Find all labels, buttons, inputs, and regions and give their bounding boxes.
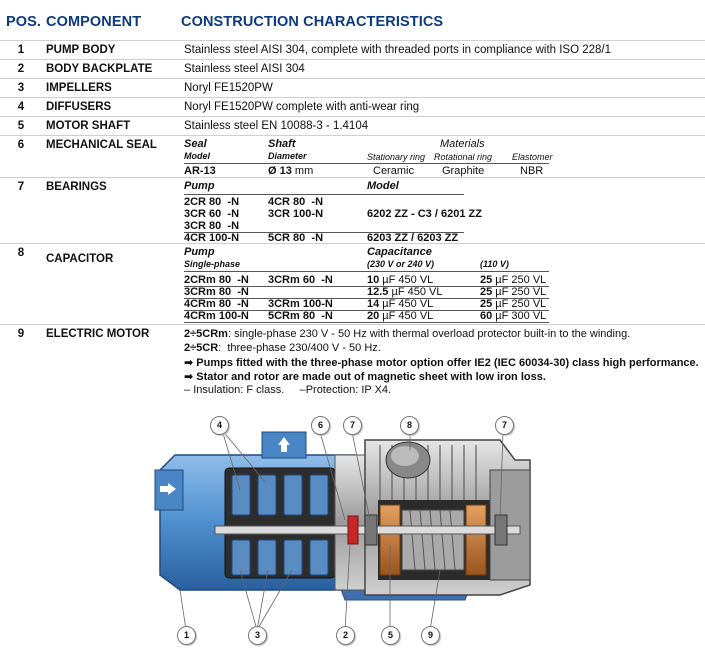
- header-construction: CONSTRUCTION CHARACTERISTICS: [181, 14, 444, 30]
- capacitance-label: Capacitance: [367, 246, 432, 258]
- capacitor-pump: 2CRm 80 -N: [184, 274, 249, 286]
- row-component: ELECTRIC MOTOR: [46, 328, 150, 340]
- row-component: DIFFUSERS: [46, 101, 112, 113]
- bearings-pump-label: Pump: [184, 180, 215, 192]
- bearing-pump: 3CR 80 -N: [184, 220, 240, 232]
- bearing-pump: 3CR 100-N: [268, 208, 324, 220]
- seal-model-label: Model: [184, 151, 210, 161]
- capacitance-230: 12.5 µF 450 VL: [367, 286, 443, 298]
- table-row-capacitor: [0, 243, 705, 325]
- capacitor-pump-label: Pump: [184, 246, 215, 258]
- header-pos: POS.: [6, 14, 42, 30]
- callout-7b: 7: [495, 416, 514, 435]
- row-pos: 7: [17, 181, 25, 193]
- stationary-ring-value: Ceramic: [373, 165, 414, 177]
- rotational-ring-label: Rotational ring: [434, 152, 493, 162]
- callout-1: 1: [177, 626, 196, 645]
- capacitance-230: 10 µF 450 VL: [367, 274, 434, 286]
- row-component: MECHANICAL SEAL: [46, 139, 157, 151]
- shaft-diameter-label: Diameter: [268, 151, 307, 161]
- capacitance-110: 60 µF 300 VL: [480, 310, 547, 322]
- table-row: [0, 40, 705, 60]
- callout-7: 7: [343, 416, 362, 435]
- seal-model-value: AR-13: [184, 165, 216, 177]
- capacitor-pump: 3CRm 100-N: [268, 298, 333, 310]
- row-pos: 1: [17, 44, 25, 56]
- row-pos: 3: [17, 82, 25, 94]
- callout-6: 6: [311, 416, 330, 435]
- motor-line-1: 2÷5CRm: single-phase 230 V - 50 Hz with thermal overload protector built-in to the winding.: [184, 328, 631, 340]
- capacitor-pump: 4CRm 100-N: [184, 310, 249, 322]
- row-component: PUMP BODY: [46, 44, 116, 56]
- table-row-bearings: [0, 177, 705, 244]
- shaft-diameter-value: Ø 13 mm: [268, 165, 314, 177]
- callout-9: 9: [421, 626, 440, 645]
- rotational-ring-value: Graphite: [442, 165, 485, 177]
- callout-3: 3: [248, 626, 267, 645]
- capacitance-230: 20 µF 450 VL: [367, 310, 434, 322]
- arrow-icon: ➡: [184, 371, 197, 383]
- callout-5: 5: [381, 626, 400, 645]
- callout-2: 2: [336, 626, 355, 645]
- capacitor-pump: 5CRm 80 -N: [268, 310, 333, 322]
- capacitance-110v-label: (110 V): [480, 259, 509, 269]
- bearing-pump: 4CR 100-N: [184, 232, 240, 244]
- shaft-label: Shaft: [268, 138, 296, 150]
- row-pos: 4: [17, 101, 25, 113]
- row-component: MOTOR SHAFT: [46, 120, 131, 132]
- seal-label: Seal: [184, 138, 207, 150]
- bearing-model: 6203 ZZ / 6203 ZZ: [367, 232, 459, 244]
- table-row: [0, 97, 705, 117]
- table-row: [0, 59, 705, 79]
- stationary-ring-label: Stationary ring: [367, 152, 426, 162]
- row-component: BEARINGS: [46, 181, 107, 193]
- table-row-mechanical-seal: [0, 135, 705, 178]
- materials-label: Materials: [440, 138, 485, 150]
- bearing-pump: 2CR 80 -N: [184, 196, 240, 208]
- row-desc: Stainless steel EN 10088-3 - 1.4104: [184, 120, 369, 132]
- row-desc: Stainless steel AISI 304: [184, 63, 305, 75]
- capacitance-110: 25 µF 250 VL: [480, 286, 547, 298]
- elastomer-value: NBR: [520, 165, 544, 177]
- bearing-pump: 3CR 60 -N: [184, 208, 240, 220]
- capacitor-pump: 4CRm 80 -N: [184, 298, 249, 310]
- table-row: [0, 116, 705, 136]
- capacitance-230v-label: (230 V or 240 V): [367, 259, 435, 269]
- row-desc: Noryl FE1520PW complete with anti-wear ring: [184, 101, 420, 113]
- motor-line-4: ➡ Stator and rotor are made out of magnetic sheet with low iron loss.: [184, 371, 546, 383]
- row-component: IMPELLERS: [46, 82, 112, 94]
- bearing-pump: 5CR 80 -N: [268, 232, 324, 244]
- motor-line-2: 2÷5CR: three-phase 230/400 V - 50 Hz.: [184, 342, 381, 354]
- elastomer-label: Elastomer: [512, 152, 553, 162]
- capacitor-single-phase-label: Single-phase: [184, 259, 241, 269]
- row-component: BODY BACKPLATE: [46, 63, 153, 75]
- row-desc: Stainless steel AISI 304, complete with threaded ports in compliance with ISO 228/1: [184, 44, 612, 56]
- bearing-model: 6202 ZZ - C3 / 6201 ZZ: [367, 208, 482, 220]
- bearing-pump: 4CR 80 -N: [268, 196, 324, 208]
- capacitance-230: 14 µF 450 VL: [367, 298, 434, 310]
- table-row: [0, 78, 705, 98]
- row-desc: Noryl FE1520PW: [184, 82, 273, 94]
- capacitor-pump: 3CRm 80 -N: [184, 286, 249, 298]
- row-component: CAPACITOR: [46, 253, 114, 265]
- callout-4: 4: [210, 416, 229, 435]
- row-pos: 5: [17, 120, 25, 132]
- header-component: COMPONENT: [46, 14, 142, 30]
- capacitance-110: 25 µF 250 VL: [480, 274, 547, 286]
- row-pos: 8: [17, 247, 25, 259]
- motor-line-5: – Insulation: F class. –Protection: IP X4.: [184, 384, 392, 396]
- row-pos: 2: [17, 63, 25, 75]
- row-pos: 6: [17, 139, 25, 151]
- row-pos: 9: [17, 328, 25, 340]
- capacitor-pump: 3CRm 60 -N: [268, 274, 333, 286]
- capacitance-110: 25 µF 250 VL: [480, 298, 547, 310]
- callout-8: 8: [400, 416, 419, 435]
- table-row-electric-motor: [0, 324, 705, 399]
- arrow-icon: ➡: [184, 357, 197, 369]
- motor-line-3: ➡ Pumps fitted with the three-phase motor option offer IE2 (IEC 60034-30) class high performance.: [184, 357, 699, 369]
- bearings-model-label: Model: [367, 180, 399, 192]
